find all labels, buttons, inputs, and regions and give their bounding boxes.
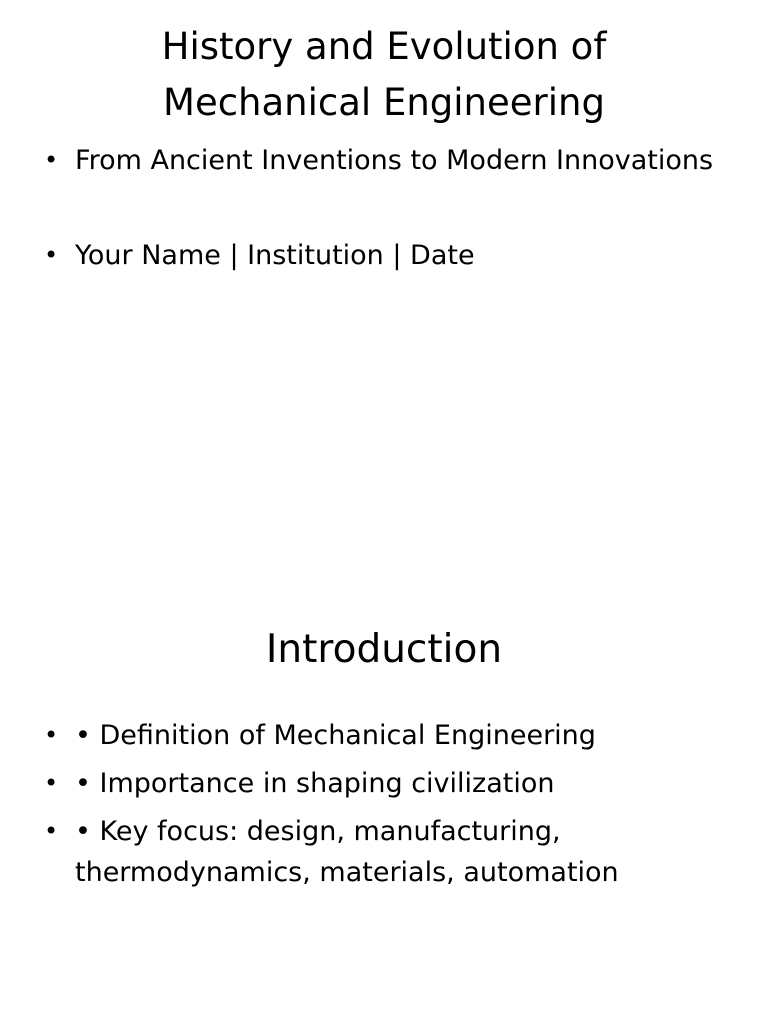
bullet-dot-icon: • [44, 721, 59, 749]
bullet-author [44, 235, 724, 276]
bullet-dot-icon: • [44, 241, 59, 269]
slide-introduction [0, 512, 768, 1024]
bullet-dot-icon: • [44, 769, 59, 797]
introduction-heading: Introduction [265, 627, 503, 672]
bullet-text: Your Name | Institution | Date [75, 240, 475, 271]
bullet-dot-icon: • [44, 146, 59, 174]
slide-title-heading [40, 19, 728, 131]
introduction-bullets [44, 715, 724, 893]
bullet-text: • Definition of Mechanical Engineering [75, 720, 596, 751]
bullet-subtitle [44, 140, 724, 181]
bullet-dot-icon: • [44, 817, 59, 845]
title-line-1: History and Evolution of [161, 25, 607, 68]
bullet-definition [44, 715, 724, 756]
bullet-text: • Importance in shaping civilization [75, 768, 555, 799]
title-line-2: Mechanical Engineering [163, 81, 605, 124]
bullet-key-focus [44, 811, 724, 893]
title-slide-bullets [44, 140, 724, 276]
bullet-text: From Ancient Inventions to Modern Innovations [75, 145, 714, 176]
bullet-text: • Key focus: design, manufacturing, thermodynamics, materials, automation [75, 816, 619, 888]
bullet-importance [44, 763, 724, 804]
